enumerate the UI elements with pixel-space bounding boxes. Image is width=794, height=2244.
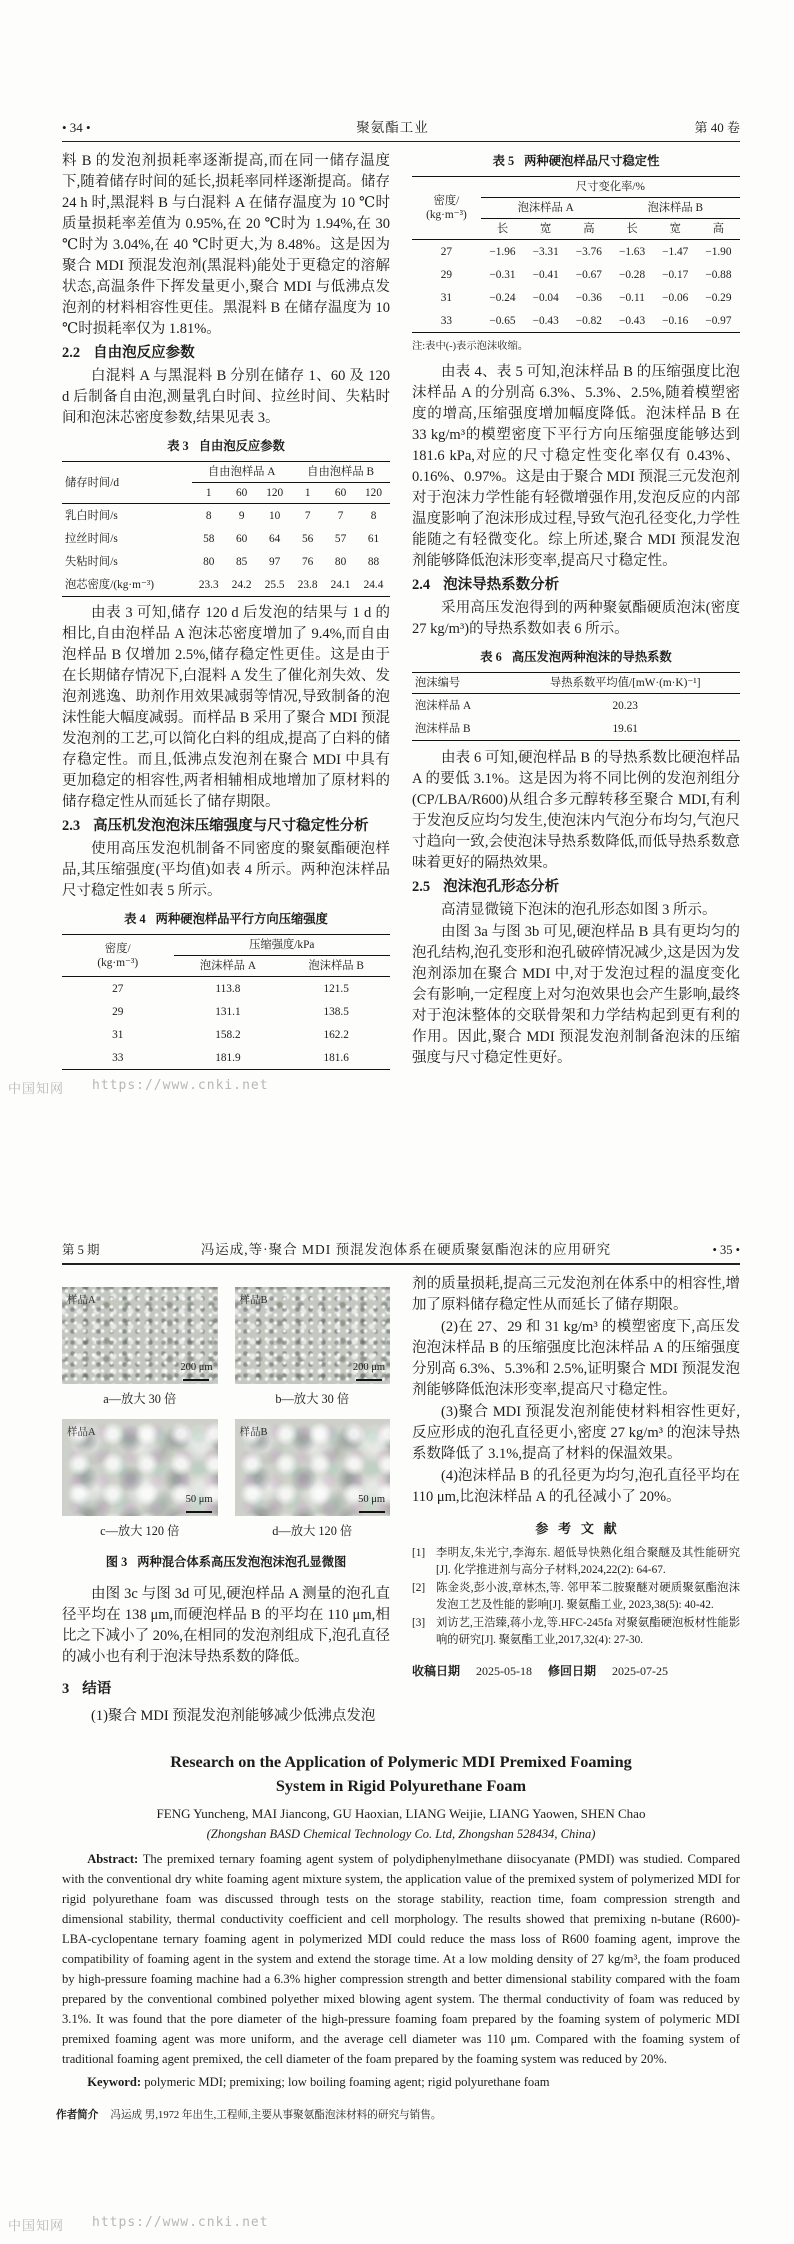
abstract-text: The premixed ternary foaming agent system of polydiphenylmethane diisocyanate (PMDI) was studied. Compared with the conventional dry white foaming agent mixture system, the application value of the premixed system of polymerized MDI for rigid polyurethane foam was discussed through tests on the storage stability, reaction time, foam compression strength and dimensional stability, thermal conductivity coefficient and cell morphology. The results showed that premixing n-butane (R600)-LBA-cyclopentane ternary foaming agent in polymerized MDI could reduce the mass loss of R600 foaming agent, improve the compatibility of foaming agent in the system and extend the storage time. At a low molding density of 27 kg/m³, the foam produced by high-pressure foaming machine had a 6.3% higher compression strength and better dimensional stability compared with the foam prepared by the conventional combined polyether mixed blowing agent system. The thermal conductivity of foam was reduced by 3.1%. It was found that the pore diameter of the high-pressure foaming foam prepared by the foaming system of polymeric MDI premixed foaming agent was more uniform, and the average cell diameter was 110 μm. Compared with the foaming system of traditional foaming agent premixed, the cell diameter of the foam prepared by the foaming system was reduced by 20%. xyxy=(62,1852,741,2066)
table-header-cell: 120 xyxy=(258,483,291,504)
paragraph: 料 B 的发泡剂损耗率逐渐提高,而在同一储存温度下,随着储存时间的延长,损耗率同样逐渐提高。储存 24 h 时,黑混料 B 与白混料 A 在储存温度为 10 ℃时质量损耗率差值为 0.95%,在 20 ℃时为 1.94%,在 30 ℃时为 3.04%,在 40 ℃时更大,为 8.48%。这是因为聚合 MDI 预混发泡剂(黑混料)能处于更稳定的溶解状态,高温条件下挥发量更小,聚合 MDI 与低沸点发泡剂的材料相容性更佳。黑混料 B 在储存温度为 10 ℃时损耗率仅为 1.81%。 xyxy=(62,153,390,337)
table-cell: −0.04 xyxy=(532,291,559,304)
page-2 xyxy=(0,1162,794,2244)
table-row xyxy=(62,573,390,597)
cnki-url: https://www.cnki.net xyxy=(92,2215,269,2230)
table-cell: −0.43 xyxy=(532,314,559,327)
table-cell: 88 xyxy=(367,555,380,568)
table-cell: 8 xyxy=(370,509,377,522)
table-title: 高压发泡两种泡沫的导热系数 xyxy=(511,650,672,664)
reference-item xyxy=(412,1545,740,1578)
table-header-cell: 宽 xyxy=(654,219,697,240)
scale-bar-label xyxy=(180,1357,212,1381)
table-group-header: 泡沫样品 A xyxy=(481,198,611,219)
table-cell: 31 xyxy=(440,291,453,304)
sample-label: 样品A xyxy=(67,1295,96,1306)
revised-date-label: 修回日期 xyxy=(548,1664,597,1678)
header-line: 密度/ xyxy=(433,195,460,207)
page-number-left: • 34 • xyxy=(62,120,91,135)
table-cell: −0.29 xyxy=(705,291,732,304)
page-2-left-column xyxy=(62,1274,390,1728)
section-number: 2.3 xyxy=(62,818,81,834)
table-3-caption xyxy=(62,436,390,457)
table-header-cell: 导热系数平均值/[mW·(m·K)⁻¹] xyxy=(510,673,740,694)
table-header-cell: 1 xyxy=(192,483,225,504)
table-cell: −1.96 xyxy=(489,245,516,258)
section-heading-2-4 xyxy=(412,574,740,596)
scale-text: 200 μm xyxy=(352,1362,385,1374)
table-cell: 113.8 xyxy=(215,982,241,995)
figure-3-caption xyxy=(62,1552,390,1573)
table-title: 两种硬泡样品平行方向压缩强度 xyxy=(155,912,328,926)
section-heading-3 xyxy=(62,1678,390,1700)
table-header-cell: 60 xyxy=(225,483,258,504)
table-cell: −0.36 xyxy=(575,291,602,304)
table-row xyxy=(62,977,390,1001)
section-title: 自由泡反应参数 xyxy=(93,345,195,361)
table-6 xyxy=(412,672,740,741)
paragraph: 高清显微镜下泡沫的泡孔形态如图 3 所示。 xyxy=(441,902,717,918)
scale-bar xyxy=(186,1511,212,1513)
table-cell: 27 xyxy=(112,982,124,995)
page-1-right-column xyxy=(412,151,740,1070)
table-cell: 23.3 xyxy=(198,578,219,591)
table-label: 表 3 xyxy=(167,439,189,453)
english-abstract-section xyxy=(62,1750,740,2092)
sample-label: 样品A xyxy=(67,1427,96,1438)
table-cell: 56 xyxy=(302,532,314,545)
table-cell: 60 xyxy=(236,532,248,545)
table-5 xyxy=(412,176,740,333)
table-cell: 181.6 xyxy=(323,1051,349,1064)
table-5-note: 注:表中(-)表示泡沫收缩。 xyxy=(412,341,529,352)
table-row xyxy=(412,286,740,309)
table-header-cell: 120 xyxy=(357,483,390,504)
english-affiliation: (Zhongshan BASD Chemical Technology Co. Ltd, Zhongshan 528434, China) xyxy=(206,1827,596,1841)
section-title: 泡沫导热系数分析 xyxy=(443,577,560,593)
table-cell: 泡芯密度/(kg·m⁻³) xyxy=(65,578,155,591)
scale-bar xyxy=(359,1511,385,1513)
table-cell: 7 xyxy=(337,509,344,522)
paragraph: 采用高压发泡得到的两种聚氨酯硬质泡沫(密度 27 kg/m³)的导热系数如表 6 所示。 xyxy=(412,600,740,637)
table-cell: 27 xyxy=(440,245,453,258)
table-group-header: 尺寸变化率/% xyxy=(481,177,740,198)
table-cell: 97 xyxy=(269,555,281,568)
table-row xyxy=(62,1000,390,1023)
table-cell: 拉丝时间/s xyxy=(65,532,118,545)
micrograph-image-d xyxy=(235,1419,391,1516)
table-cell: −0.65 xyxy=(489,314,516,327)
table-cell: 58 xyxy=(203,532,215,545)
paragraph: 剂的质量损耗,提高三元发泡剂在体系中的相容性,增加了原料储存稳定性从而延长了储存期限。 xyxy=(412,1276,740,1313)
paragraph: 由表 3 可知,储存 120 d 后发泡的结果与 1 d 的相比,自由泡样品 A 泡沫芯密度增加了 9.4%,而自由泡样品 B 仅增加 2.5%,储存稳定性更佳。这是由于在长期储存情况下,白混料 A 发生了催化剂失效、发泡剂逃逸、助剂作用效果减弱等情况,导致制备的泡沫性能大幅度减弱。而样品 B 采用了聚合 MDI 预混发泡剂的工艺,可以简化白料的组成,提高了白料的储存稳定性。而且,低沸点发泡剂在聚合 MDI 中具有更加稳定的相容性,两者相辅相成地增加了原材料的储存稳定性从而延长了储存期限。 xyxy=(62,605,390,810)
page-2-right-column xyxy=(412,1274,740,1728)
table-cell: 64 xyxy=(269,532,281,545)
page-1-columns xyxy=(62,151,740,1070)
table-header-cell: 长 xyxy=(610,219,653,240)
table-cell: 乳白时间/s xyxy=(65,509,118,522)
table-cell: −0.24 xyxy=(489,291,516,304)
sample-label: 样品B xyxy=(239,1295,268,1306)
cnki-url: https://www.cnki.net xyxy=(92,1078,269,1093)
keyword-label: Keyword: xyxy=(87,2075,142,2089)
paragraph: (4)泡沫样品 B 的孔径更为均匀,泡孔直径平均在 110 μm,比泡沫样品 A 的孔径减小了 20%。 xyxy=(412,1468,740,1505)
table-cell: 80 xyxy=(203,555,215,568)
paragraph: (2)在 27、29 和 31 kg/m³ 的模塑密度下,高压发泡泡沫样品 B 的压缩强度比泡沫样品 A 的压缩强度分别高 6.3%、5.3%和 2.5%,证明聚合 MDI 预混发泡剂能够降低泡沫形变率,提高尺寸稳定性。 xyxy=(412,1319,740,1398)
table-row xyxy=(412,694,740,718)
section-title: 高压机发泡泡沫压缩强度与尺寸稳定性分析 xyxy=(93,818,369,834)
reference-number: [3] xyxy=(412,1617,426,1629)
table-row xyxy=(412,309,740,333)
table-4-caption xyxy=(62,909,390,930)
micrograph-image-b xyxy=(235,1287,391,1384)
table-header-cell: 1 xyxy=(291,483,324,504)
english-authors: FENG Yuncheng, MAI Jiancong, GU Haoxian, LIANG Weijie, LIANG Yaowen, SHEN Chao xyxy=(156,1806,646,1821)
table-cell: 80 xyxy=(334,555,347,568)
paragraph: (3)聚合 MDI 预混发泡剂能使材料相容性更好,反应形成的泡孔直径更小,密度 27 kg/m³ 的泡沫导热系数降低了 3.1%,提高了材料的保温效果。 xyxy=(412,1404,740,1462)
table-cell: −0.11 xyxy=(619,291,645,304)
table-cell: −0.97 xyxy=(705,314,732,327)
table-cell: 8 xyxy=(205,509,212,522)
table-header-cell: 宽 xyxy=(524,219,567,240)
table-cell: −1.63 xyxy=(618,245,646,258)
table-cell: 失粘时间/s xyxy=(65,555,118,568)
table-3 xyxy=(62,461,390,597)
paragraph: (1)聚合 MDI 预混发泡剂能够减少低沸点发泡 xyxy=(91,1708,376,1724)
table-6-caption xyxy=(412,647,740,668)
table-cell: 138.5 xyxy=(323,1005,349,1018)
keyword-text: polymeric MDI; premixing; low boiling foaming agent; rigid polyurethane foam xyxy=(144,2075,550,2089)
page-2-header xyxy=(62,1162,740,1258)
table-row xyxy=(62,527,390,550)
table-cell: 33 xyxy=(112,1051,124,1064)
figure-3-cell-a xyxy=(62,1287,218,1419)
cnki-watermark xyxy=(8,2215,269,2234)
micrograph-image-c xyxy=(62,1419,218,1516)
table-cell: −0.28 xyxy=(618,268,646,281)
table-row xyxy=(412,240,740,264)
table-title: 自由泡反应参数 xyxy=(198,439,285,453)
subfigure-caption: a—放大 30 倍 xyxy=(103,1392,177,1406)
table-group-header: 泡沫样品 B xyxy=(610,198,740,219)
table-row xyxy=(412,263,740,286)
section-number: 2.4 xyxy=(412,577,431,593)
reference-text: 陈金炎,彭小波,章林杰,等. 邻甲苯二胺聚醚对硬质聚氨酯泡沫发泡工艺及性能的影响[J]. 聚氨酯工业, 2023,38(5): 40-42. xyxy=(436,1582,740,1611)
table-cell: 9 xyxy=(238,509,245,522)
paragraph: 由表 4、表 5 可知,泡沫样品 B 的压缩强度比泡沫样品 A 的分别高 6.3%、5.3%、2.5%,随着模塑密度的增高,压缩强度增加幅度降低。泡沫样品 B 在 33 kg/m³的模塑密度下平行方向压缩强度能够达到 181.6 kPa,对应的尺寸稳定性变化率仅有 0.43%、0.16%、0.97%。这是由于聚合 MDI 预混三元发泡剂对于泡沫力学性能有轻微增强作用,发泡反应的内部温度影响了泡沫形成过程,导致气泡孔径变化,力学性能随之有轻微变化。综上所述,聚合 MDI 预混发泡剂能够降低泡沫形变率,提高尺寸稳定性。 xyxy=(412,364,740,569)
scale-bar xyxy=(356,1379,382,1381)
table-cell: −0.88 xyxy=(705,268,732,281)
sample-label: 样品B xyxy=(239,1427,268,1438)
section-number: 3 xyxy=(62,1681,70,1697)
table-5-caption xyxy=(412,151,740,172)
page-number-right: • 35 • xyxy=(712,1243,740,1257)
table-cell: 泡沫样品 B xyxy=(415,722,471,735)
journal-issue: 第 5 期 xyxy=(62,1243,100,1257)
header-line: (kg·m⁻³) xyxy=(426,209,467,221)
table-cell: −1.47 xyxy=(662,245,689,258)
table-cell: 61 xyxy=(367,532,380,545)
journal-name: 聚氨酯工业 xyxy=(356,120,429,135)
table-cell: 29 xyxy=(112,1005,124,1018)
paragraph: 使用高压发泡机制备不同密度的聚氨酯硬泡样品,其压缩强度(平均值)如表 4 所示。两种泡沫样品尺寸稳定性如表 5 所示。 xyxy=(62,841,390,899)
paragraph: 由图 3c 与图 3d 可见,硬泡样品 A 测量的泡孔直径平均在 138 μm,而硬泡样品 B 的平均在 110 μm,相比之下减小了 20%,在相同的发泡剂组成下,泡孔直径的减小也有利于泡沫导热系数的降低。 xyxy=(62,1586,390,1665)
table-header-cell: 60 xyxy=(324,483,357,504)
reference-item xyxy=(412,1580,740,1613)
received-date: 2025-05-18 xyxy=(476,1664,533,1678)
table-cell: 76 xyxy=(302,555,314,568)
table-4 xyxy=(62,934,390,1070)
table-cell: 31 xyxy=(112,1028,124,1041)
table-group-header: 自由泡样品 A xyxy=(192,462,291,483)
page-1-header xyxy=(62,0,740,136)
table-header-cell: 泡沫编号 xyxy=(412,673,510,694)
figure-3 xyxy=(62,1287,390,1551)
english-abstract xyxy=(62,1849,740,2069)
scale-text: 50 μm xyxy=(185,1494,213,1506)
journal-volume: 第 40 卷 xyxy=(694,120,740,135)
header-rule xyxy=(62,141,740,142)
reference-number: [1] xyxy=(412,1547,426,1559)
table-group-header: 压缩强度/kPa xyxy=(174,935,390,956)
revised-date: 2025-07-25 xyxy=(612,1664,669,1678)
table-title: 两种硬泡样品尺寸稳定性 xyxy=(524,154,660,168)
table-cell: 121.5 xyxy=(323,982,349,995)
scale-bar-label xyxy=(186,1489,213,1513)
table-cell: −0.67 xyxy=(575,268,602,281)
table-cell: −0.16 xyxy=(662,314,689,327)
table-cell: 泡沫样品 A xyxy=(415,699,472,712)
references-heading: 参考文献 xyxy=(535,1521,627,1536)
table-cell: 29 xyxy=(440,268,453,281)
table-header-cell: 泡沫样品 B xyxy=(282,956,390,977)
table-header-cell: 高 xyxy=(697,219,740,240)
figure-3-cell-c xyxy=(62,1419,218,1551)
table-cell: 24.4 xyxy=(363,578,384,591)
paragraph: 由表 6 可知,硬泡样品 B 的导热系数比硬泡样品 A 的要低 3.1%。这是因为将不同比例的发泡剂组分(CP/LBA/R600)从组合多元醇转移至聚合 MDI,有利于发泡反应均匀发生,使泡沫内气泡分布均匀,气泡尺寸趋向一致,会使泡沫导热系数降低,而低导热系数意味着更好的隔热效果。 xyxy=(412,750,740,871)
table-cell: −3.31 xyxy=(532,245,559,258)
table-cell: 33 xyxy=(440,314,453,327)
table-cell: 25.5 xyxy=(264,578,285,591)
table-header-cell: 长 xyxy=(481,219,524,240)
english-title-line-1: Research on the Application of Polymeric MDI Premixed Foaming xyxy=(170,1752,632,1771)
subfigure-caption: d—放大 120 倍 xyxy=(272,1524,353,1538)
table-cell: −0.43 xyxy=(618,314,646,327)
figure-label: 图 3 xyxy=(105,1555,128,1569)
table-cell: −0.82 xyxy=(575,314,602,327)
table-cell: 24.2 xyxy=(231,578,252,591)
header-line: 密度/ xyxy=(104,942,131,955)
table-header-cell: 储存时间/d xyxy=(62,462,192,504)
table-cell: 24.1 xyxy=(330,578,351,591)
scale-bar-label xyxy=(353,1357,385,1381)
section-title: 泡沫泡孔形态分析 xyxy=(443,879,560,895)
table-row xyxy=(62,504,390,528)
table-cell: 181.9 xyxy=(215,1051,241,1064)
table-row xyxy=(62,1046,390,1070)
table-header-cell xyxy=(412,177,481,240)
reference-text: 刘访艺,王浩臻,蒋小龙,等.HFC-245fa 对聚氨酯硬泡板材性能影响的研究[J]. 聚氨酯工业,2017,32(4): 27-30. xyxy=(436,1617,740,1646)
table-cell: 20.23 xyxy=(612,699,638,712)
english-keywords xyxy=(62,2072,740,2092)
table-cell: −1.90 xyxy=(705,245,732,258)
paragraph: 白混料 A 与黑混料 B 分别在储存 1、60 及 120 d 后制备自由泡,测量乳白时间、拉丝时间、失粘时间和泡沫芯密度参数,结果见表 3。 xyxy=(62,368,390,426)
running-title: 冯运成,等·聚合 MDI 预混发泡体系在硬质聚氨酯泡沫的应用研究 xyxy=(200,1242,612,1257)
scale-bar xyxy=(183,1379,209,1381)
scale-bar-label xyxy=(358,1489,385,1513)
author-bio xyxy=(56,2107,740,2122)
table-cell: −0.06 xyxy=(662,291,689,304)
scale-text: 200 μm xyxy=(180,1362,213,1374)
table-cell: −0.31 xyxy=(489,268,516,281)
figure-3-cell-d xyxy=(235,1419,391,1551)
cnki-brand: 中国知网 xyxy=(8,1082,65,1097)
table-cell: −0.41 xyxy=(532,268,559,281)
subfigure-caption: c—放大 120 倍 xyxy=(100,1524,180,1538)
reference-item xyxy=(412,1615,740,1648)
table-cell: 85 xyxy=(236,555,248,568)
table-cell: 19.61 xyxy=(612,722,638,735)
author-bio-label: 作者简介 xyxy=(56,2110,99,2121)
section-title: 结语 xyxy=(82,1681,112,1697)
figure-title: 两种混合体系高压发泡泡沫泡孔显微图 xyxy=(137,1555,347,1569)
cnki-brand: 中国知网 xyxy=(8,2219,65,2234)
table-header-cell xyxy=(62,935,174,977)
section-number: 2.2 xyxy=(62,345,81,361)
english-title xyxy=(62,1750,740,1798)
section-heading-2-2 xyxy=(62,342,390,364)
page-2-columns xyxy=(62,1274,740,1728)
table-row xyxy=(62,1023,390,1046)
micrograph-image-a xyxy=(62,1287,218,1384)
cnki-watermark xyxy=(8,1078,269,1097)
paragraph: 由图 3a 与图 3b 可见,硬泡样品 B 具有更均匀的泡孔结构,泡孔变形和泡孔破碎情况减少,这是因为发泡剂添加在聚合 MDI 中,对于发泡过程的温度变化会有影响,一定程度上对匀泡效果也会产生影响,最终对于泡沫整体的交联骨架和力学结构起到更有利的作用。因此,聚合 MDI 预混发泡剂制备泡沫的压缩强度与尺寸稳定性更好。 xyxy=(412,924,740,1066)
table-cell: 158.2 xyxy=(215,1028,241,1041)
table-header-cell: 泡沫样品 A xyxy=(174,956,283,977)
table-row xyxy=(412,717,740,741)
header-rule xyxy=(62,1263,740,1265)
table-cell: −0.17 xyxy=(662,268,689,281)
table-cell: 23.8 xyxy=(297,578,318,591)
page-1-left-column xyxy=(62,151,390,1070)
table-cell: 10 xyxy=(269,509,281,522)
table-cell: 131.1 xyxy=(215,1005,241,1018)
table-cell: 162.2 xyxy=(323,1028,349,1041)
table-cell: 7 xyxy=(304,509,311,522)
table-row xyxy=(62,550,390,573)
subfigure-caption: b—放大 30 倍 xyxy=(275,1392,350,1406)
table-label: 表 6 xyxy=(480,650,502,664)
section-heading-2-3 xyxy=(62,815,390,837)
author-bio-text: 冯运成 男,1972 年出生,工程师,主要从事聚氨酯泡沫材料的研究与销售。 xyxy=(110,2110,442,2121)
dates-line xyxy=(412,1661,740,1682)
abstract-label: Abstract: xyxy=(87,1852,139,1866)
section-number: 2.5 xyxy=(412,879,431,895)
header-line: (kg·m⁻³) xyxy=(97,956,139,969)
table-label: 表 4 xyxy=(124,912,146,926)
section-heading-2-5 xyxy=(412,876,740,898)
received-date-label: 收稿日期 xyxy=(412,1664,461,1678)
english-title-line-2: System in Rigid Polyurethane Foam xyxy=(275,1776,527,1795)
table-group-header: 自由泡样品 B xyxy=(291,462,390,483)
reference-text: 李明友,朱光宁,李海东. 超低导快熟化组合聚醚及其性能研究[J]. 化学推进剂与高分子材料,2024,22(2): 64-67. xyxy=(436,1547,740,1576)
table-cell: −3.76 xyxy=(575,245,602,258)
table-header-cell: 高 xyxy=(567,219,610,240)
reference-number: [2] xyxy=(412,1582,426,1594)
table-label: 表 5 xyxy=(492,154,515,168)
table-cell: 57 xyxy=(334,532,347,545)
scale-text: 50 μm xyxy=(358,1494,385,1506)
figure-3-cell-b xyxy=(235,1287,391,1419)
